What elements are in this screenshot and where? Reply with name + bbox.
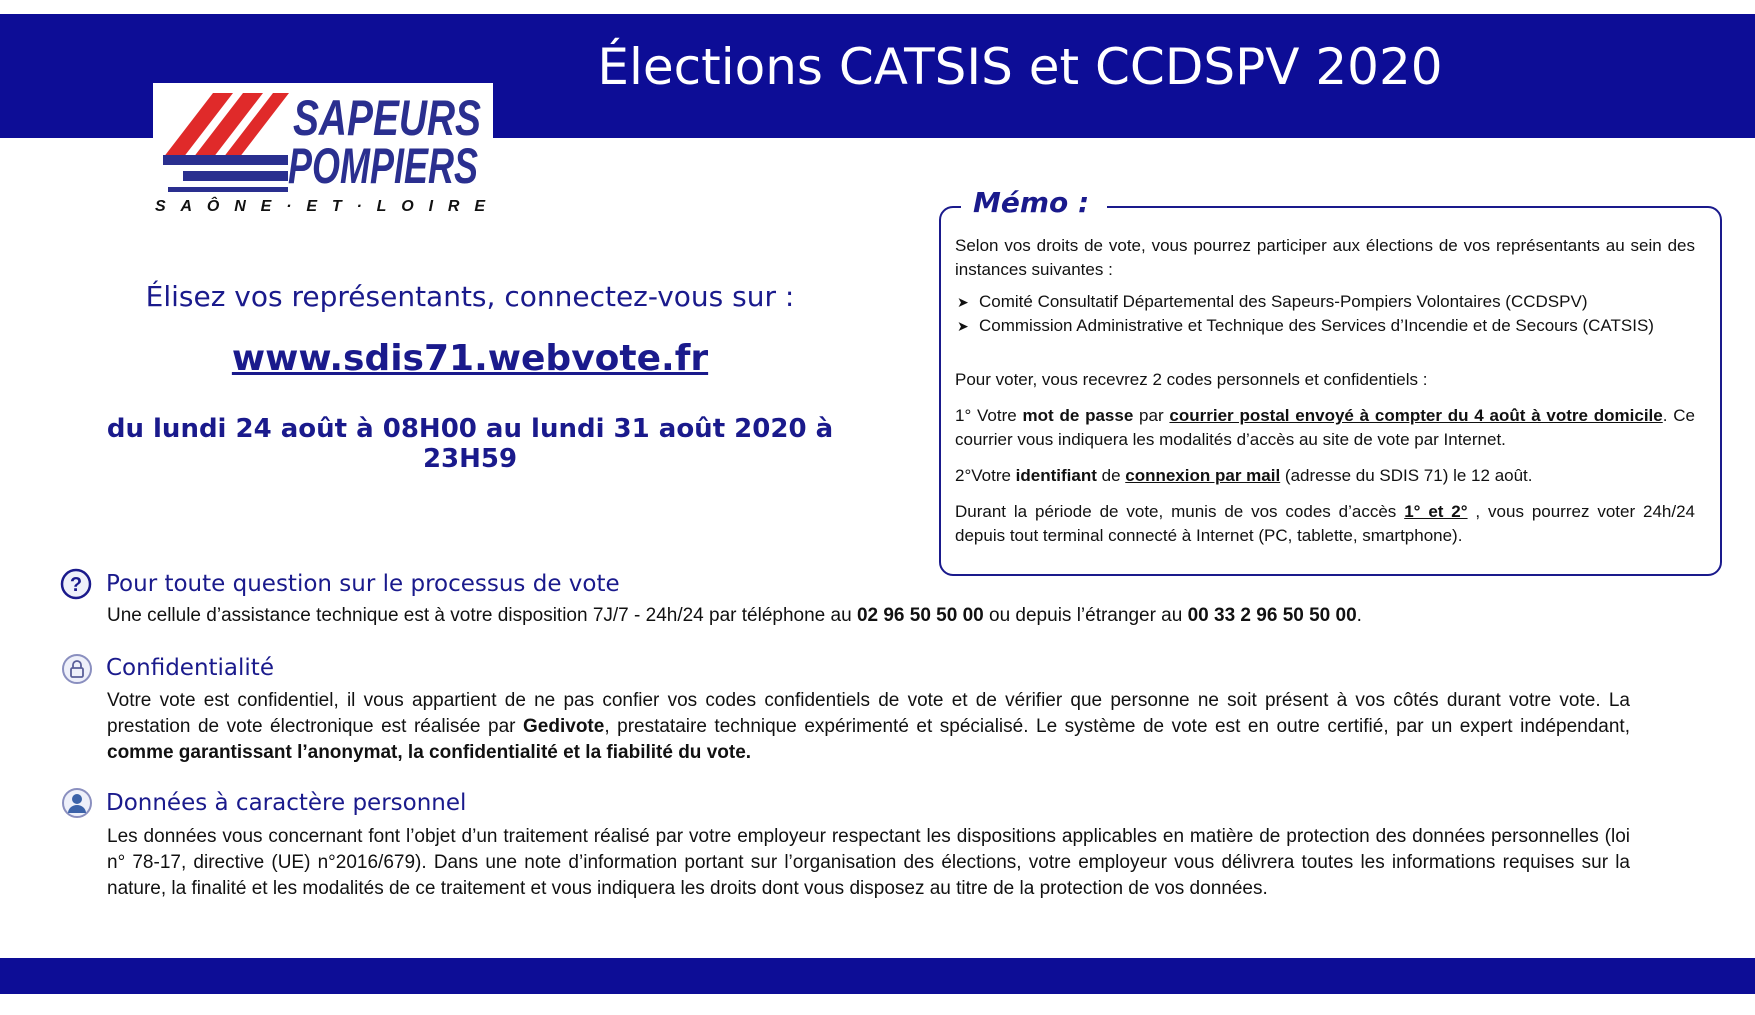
memo-code1: 1° Votre mot de passe par courrier postal envoyé à compter du 4 août à votre domicile. Ce courrier vous indiquera les modalités d’accès au site de vote par Internet.	[955, 406, 1695, 449]
memo-bullet-list	[955, 290, 1695, 338]
memo-bullet: ➤ Commission Administrative et Technique des Services d’Incendie et de Secours (CATSIS)	[955, 314, 1695, 338]
memo-body	[955, 234, 1695, 548]
footer-band	[0, 958, 1755, 994]
logo-line3: SAÔNE·ET·LOIRE	[155, 198, 485, 215]
invite-text: Élisez vos représentants, connectez-vous sur :	[145, 280, 795, 313]
question-title: Pour toute question sur le processus de vote	[106, 571, 620, 597]
lock-circle-icon	[61, 653, 93, 685]
question-text: Une cellule d’assistance technique est à votre disposition 7J/7 - 24h/24 par téléphone au 02 96 50 50 00 ou depuis l’étranger au 00 33 2 96 50 50 00.	[107, 605, 1362, 626]
personal-data-text: Les données vous concernant font l’objet d’un traitement réalisé par votre employeur respectant les dispositions applicables en matière de protection des données personnelles (loi n° 78-17, directive (UE) n°2016/679). Dans une note d’information portant sur l’organisation des élections, votre employeur vous délivrera toutes les informations requises sur la nature, la finalité et les modalités de ce traitement et vous indiquera les droits dont vous disposez au titre de la protection de vos données.	[107, 826, 1630, 899]
svg-text:?: ?	[69, 574, 83, 596]
memo-bullet: ➤ Comité Consultatif Départemental des Sapeurs-Pompiers Volontaires (CCDSPV)	[955, 290, 1695, 314]
confidentiality-title: Confidentialité	[106, 655, 274, 681]
website-link[interactable]: www.sdis71.webvote.fr	[231, 338, 709, 379]
memo-codes-intro: Pour voter, vous recevrez 2 codes personnels et confidentiels :	[955, 370, 1428, 389]
arrow-bullet-icon: ➤	[957, 294, 969, 310]
question-circle-icon	[60, 568, 92, 600]
arrow-bullet-icon: ➤	[957, 318, 969, 334]
logo	[153, 83, 493, 216]
confidentiality-text: Votre vote est confidentiel, il vous appartient de ne pas confier vos codes confidentiels de vote et de vérifier que personne ne soit présent à vos côtés durant votre vote. La prestation de vote électronique est réalisée par Gedivote, prestataire technique expérimenté et spécialisé. Le système de vote est en outre certifié, par un expert indépendant, comme garantissant l’anonymat, la confidentialité et la fiabilité du vote.	[107, 690, 1630, 763]
person-circle-icon	[61, 787, 93, 819]
memo-title: Mémo :	[961, 186, 1107, 219]
vote-dates: du lundi 24 août à 08H00 au lundi 31 août 2020 à 23H59	[106, 414, 834, 474]
memo-code2: 2°Votre identifiant de connexion par mail (adresse du SDIS 71) le 12 août.	[955, 466, 1533, 485]
memo-period: Durant la période de vote, munis de vos codes d’accès 1° et 2° , vous pourrez voter 24h/24 depuis tout terminal connecté à Internet (PC, tablette, smartphone).	[955, 502, 1695, 545]
logo-line1: SAPEURS	[293, 90, 481, 146]
memo-box	[939, 186, 1722, 576]
website-link-wrap	[60, 338, 880, 379]
page-title: Élections CATSIS et CCDSPV 2020	[597, 38, 1443, 96]
memo-intro: Selon vos droits de vote, vous pourrez participer aux élections de vos représentants au sein des instances suivantes :	[955, 236, 1695, 279]
personal-data-title: Données à caractère personnel	[106, 790, 467, 816]
logo-line2: POMPIERS	[288, 138, 478, 194]
